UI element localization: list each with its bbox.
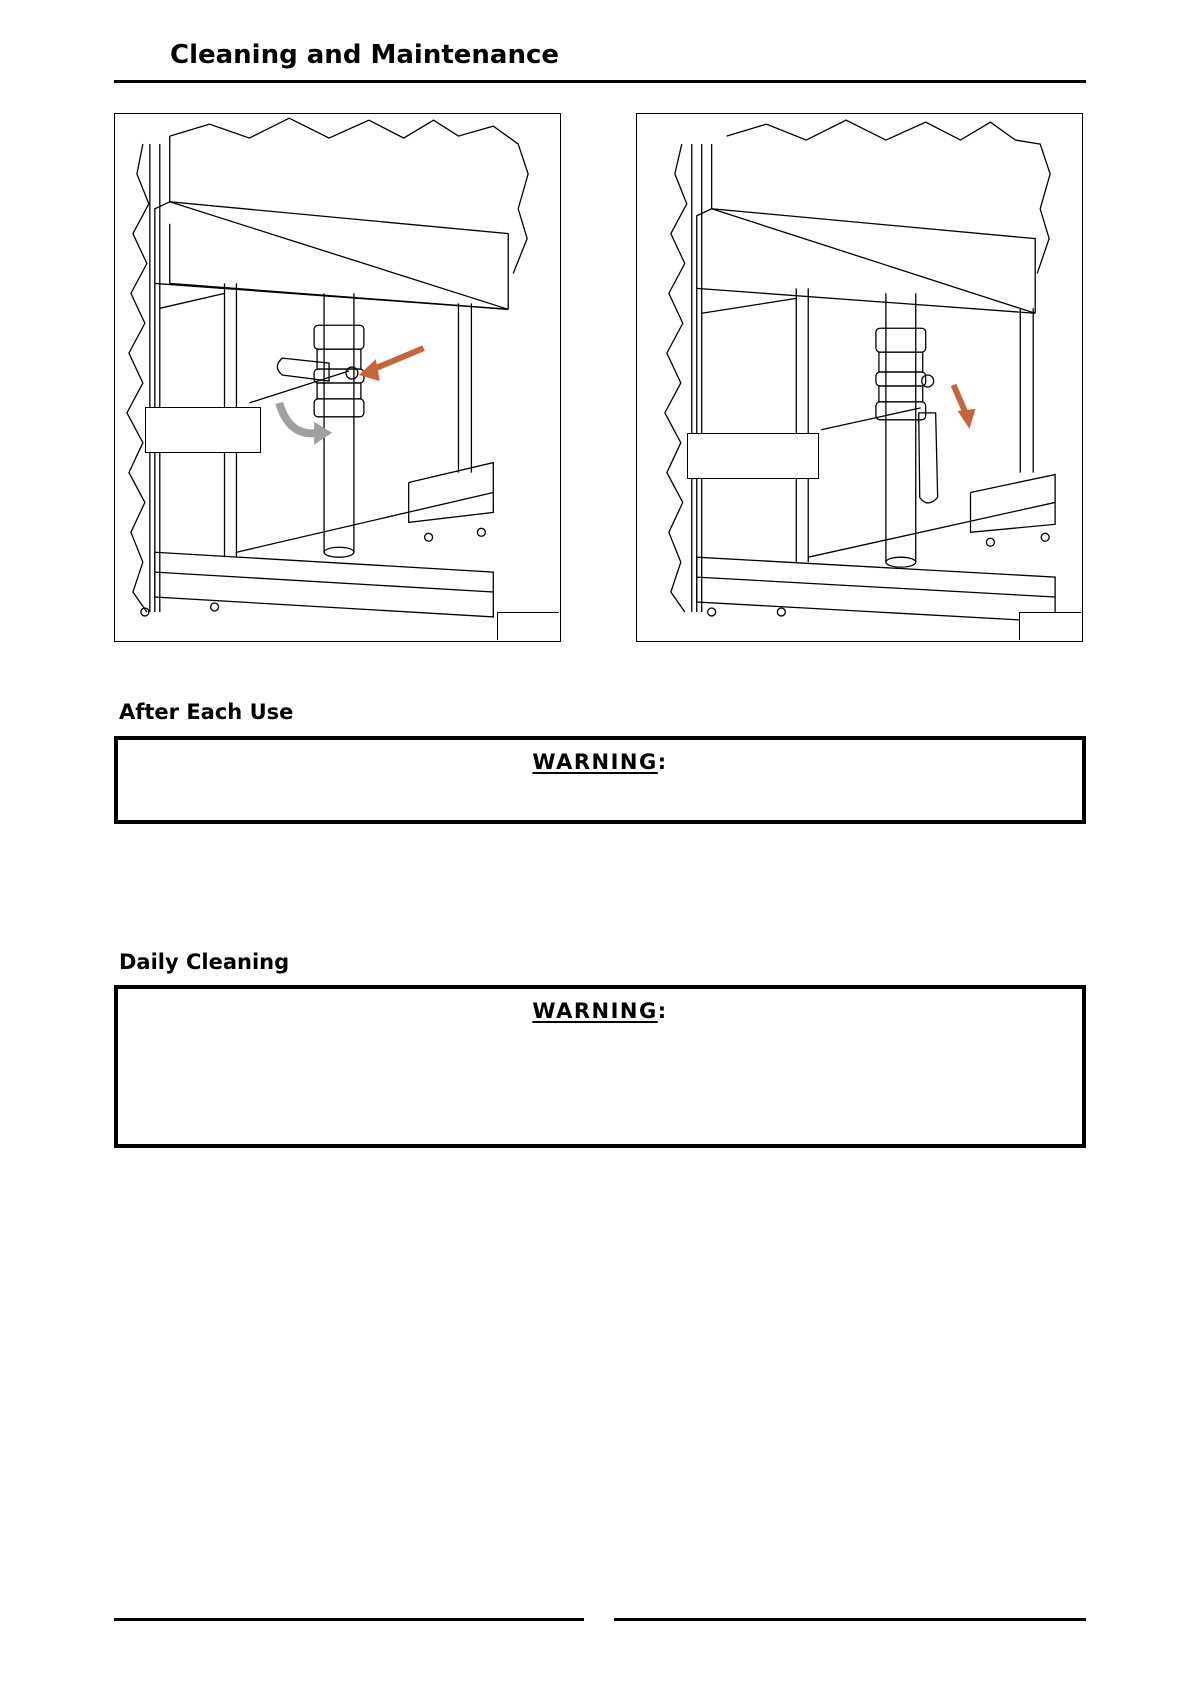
pointer-arrow-icon <box>359 348 424 381</box>
footer-rule-left <box>114 1618 584 1621</box>
warning-label: WARNING: <box>532 750 668 774</box>
fryer-drain-illustration-closed <box>115 114 560 641</box>
section-heading-daily-cleaning: Daily Cleaning <box>119 950 290 974</box>
callout-box <box>687 433 819 479</box>
footer-rule-right <box>614 1618 1086 1621</box>
fryer-drain-illustration-open <box>637 114 1082 641</box>
figure-number-box <box>497 612 559 640</box>
pointer-arrow-icon <box>954 385 976 429</box>
page-title: Cleaning and Maintenance <box>170 40 559 70</box>
warning-box <box>114 985 1086 1148</box>
warning-label: WARNING: <box>532 999 668 1023</box>
callout-box <box>145 407 261 453</box>
figure-number-box <box>1019 612 1081 640</box>
header-rule <box>114 80 1086 83</box>
figure-drain-valve-open <box>636 113 1083 642</box>
warning-box <box>114 736 1086 824</box>
figure-drain-valve-closed <box>114 113 561 642</box>
section-heading-after-each-use: After Each Use <box>119 700 294 724</box>
